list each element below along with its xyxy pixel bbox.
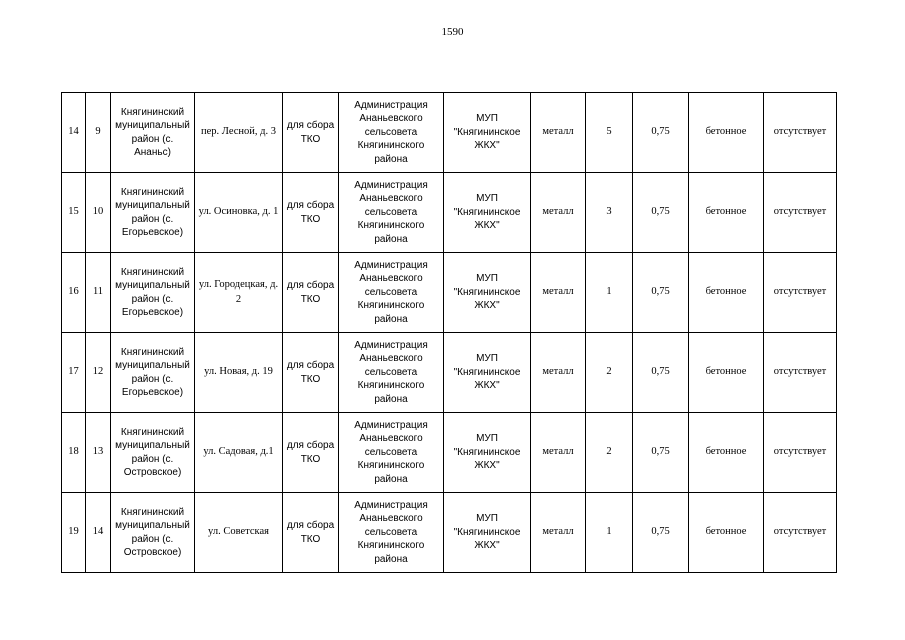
cell-material: металл	[531, 493, 586, 573]
cell-fencing: отсутствует	[764, 413, 837, 493]
cell-purpose: для сбора ТКО	[283, 493, 339, 573]
cell-container-volume: 0,75	[633, 93, 689, 173]
cell-row-number: 16	[62, 253, 86, 333]
cell-material: металл	[531, 253, 586, 333]
cell-operator: МУП "Княгининское ЖКХ"	[444, 253, 531, 333]
cell-district: Княгининский муниципальный район (с. Егорьевское)	[111, 173, 195, 253]
cell-surface-type: бетонное	[689, 333, 764, 413]
cell-material: металл	[531, 333, 586, 413]
cell-owner: Администрация Ананьевского сельсовета Княгининского района	[339, 253, 444, 333]
table-row	[62, 253, 837, 333]
cell-container-count: 1	[586, 493, 633, 573]
cell-surface-type: бетонное	[689, 173, 764, 253]
cell-fencing: отсутствует	[764, 173, 837, 253]
cell-address: пер. Лесной, д. 3	[195, 93, 283, 173]
cell-container-count: 2	[586, 413, 633, 493]
cell-container-count: 1	[586, 253, 633, 333]
cell-material: металл	[531, 413, 586, 493]
cell-surface-type: бетонное	[689, 253, 764, 333]
cell-container-count: 3	[586, 173, 633, 253]
cell-operator: МУП "Княгининское ЖКХ"	[444, 173, 531, 253]
cell-row-number: 14	[62, 93, 86, 173]
cell-district: Княгининский муниципальный район (с. Егорьевское)	[111, 333, 195, 413]
cell-purpose: для сбора ТКО	[283, 173, 339, 253]
cell-address: ул. Осиновка, д. 1	[195, 173, 283, 253]
cell-material: металл	[531, 173, 586, 253]
cell-material: металл	[531, 93, 586, 173]
cell-container-volume: 0,75	[633, 253, 689, 333]
cell-fencing: отсутствует	[764, 93, 837, 173]
cell-site-number: 11	[86, 253, 111, 333]
cell-owner: Администрация Ананьевского сельсовета Княгининского района	[339, 333, 444, 413]
cell-district: Княгининский муниципальный район (с. Островское)	[111, 413, 195, 493]
cell-container-count: 2	[586, 333, 633, 413]
cell-row-number: 19	[62, 493, 86, 573]
cell-row-number: 18	[62, 413, 86, 493]
cell-owner: Администрация Ананьевского сельсовета Княгининского района	[339, 173, 444, 253]
cell-surface-type: бетонное	[689, 413, 764, 493]
cell-owner: Администрация Ананьевского сельсовета Княгининского района	[339, 413, 444, 493]
cell-site-number: 13	[86, 413, 111, 493]
cell-container-volume: 0,75	[633, 333, 689, 413]
cell-address: ул. Советская	[195, 493, 283, 573]
cell-district: Княгининский муниципальный район (с. Егорьевское)	[111, 253, 195, 333]
cell-container-count: 5	[586, 93, 633, 173]
waste-sites-table	[61, 92, 837, 573]
cell-operator: МУП "Княгининское ЖКХ"	[444, 493, 531, 573]
cell-purpose: для сбора ТКО	[283, 253, 339, 333]
cell-purpose: для сбора ТКО	[283, 413, 339, 493]
cell-site-number: 12	[86, 333, 111, 413]
cell-row-number: 15	[62, 173, 86, 253]
cell-address: ул. Городецкая, д. 2	[195, 253, 283, 333]
cell-owner: Администрация Ананьевского сельсовета Княгининского района	[339, 93, 444, 173]
cell-address: ул. Новая, д. 19	[195, 333, 283, 413]
cell-owner: Администрация Ананьевского сельсовета Княгининского района	[339, 493, 444, 573]
cell-site-number: 14	[86, 493, 111, 573]
cell-purpose: для сбора ТКО	[283, 93, 339, 173]
cell-surface-type: бетонное	[689, 493, 764, 573]
table-row	[62, 93, 837, 173]
cell-fencing: отсутствует	[764, 333, 837, 413]
cell-operator: МУП "Княгининское ЖКХ"	[444, 333, 531, 413]
cell-row-number: 17	[62, 333, 86, 413]
table-body	[62, 93, 837, 573]
cell-district: Княгининский муниципальный район (с. Островское)	[111, 493, 195, 573]
cell-container-volume: 0,75	[633, 413, 689, 493]
cell-district: Княгининский муниципальный район (с. Ананьс)	[111, 93, 195, 173]
table-row	[62, 413, 837, 493]
cell-fencing: отсутствует	[764, 253, 837, 333]
cell-site-number: 9	[86, 93, 111, 173]
cell-fencing: отсутствует	[764, 493, 837, 573]
cell-operator: МУП "Княгининское ЖКХ"	[444, 93, 531, 173]
cell-container-volume: 0,75	[633, 493, 689, 573]
cell-purpose: для сбора ТКО	[283, 333, 339, 413]
page-number: 1590	[441, 26, 464, 38]
cell-container-volume: 0,75	[633, 173, 689, 253]
table-row	[62, 493, 837, 573]
cell-address: ул. Садовая, д.1	[195, 413, 283, 493]
table-row	[62, 173, 837, 253]
cell-operator: МУП "Княгининское ЖКХ"	[444, 413, 531, 493]
cell-site-number: 10	[86, 173, 111, 253]
cell-surface-type: бетонное	[689, 93, 764, 173]
table-row	[62, 333, 837, 413]
